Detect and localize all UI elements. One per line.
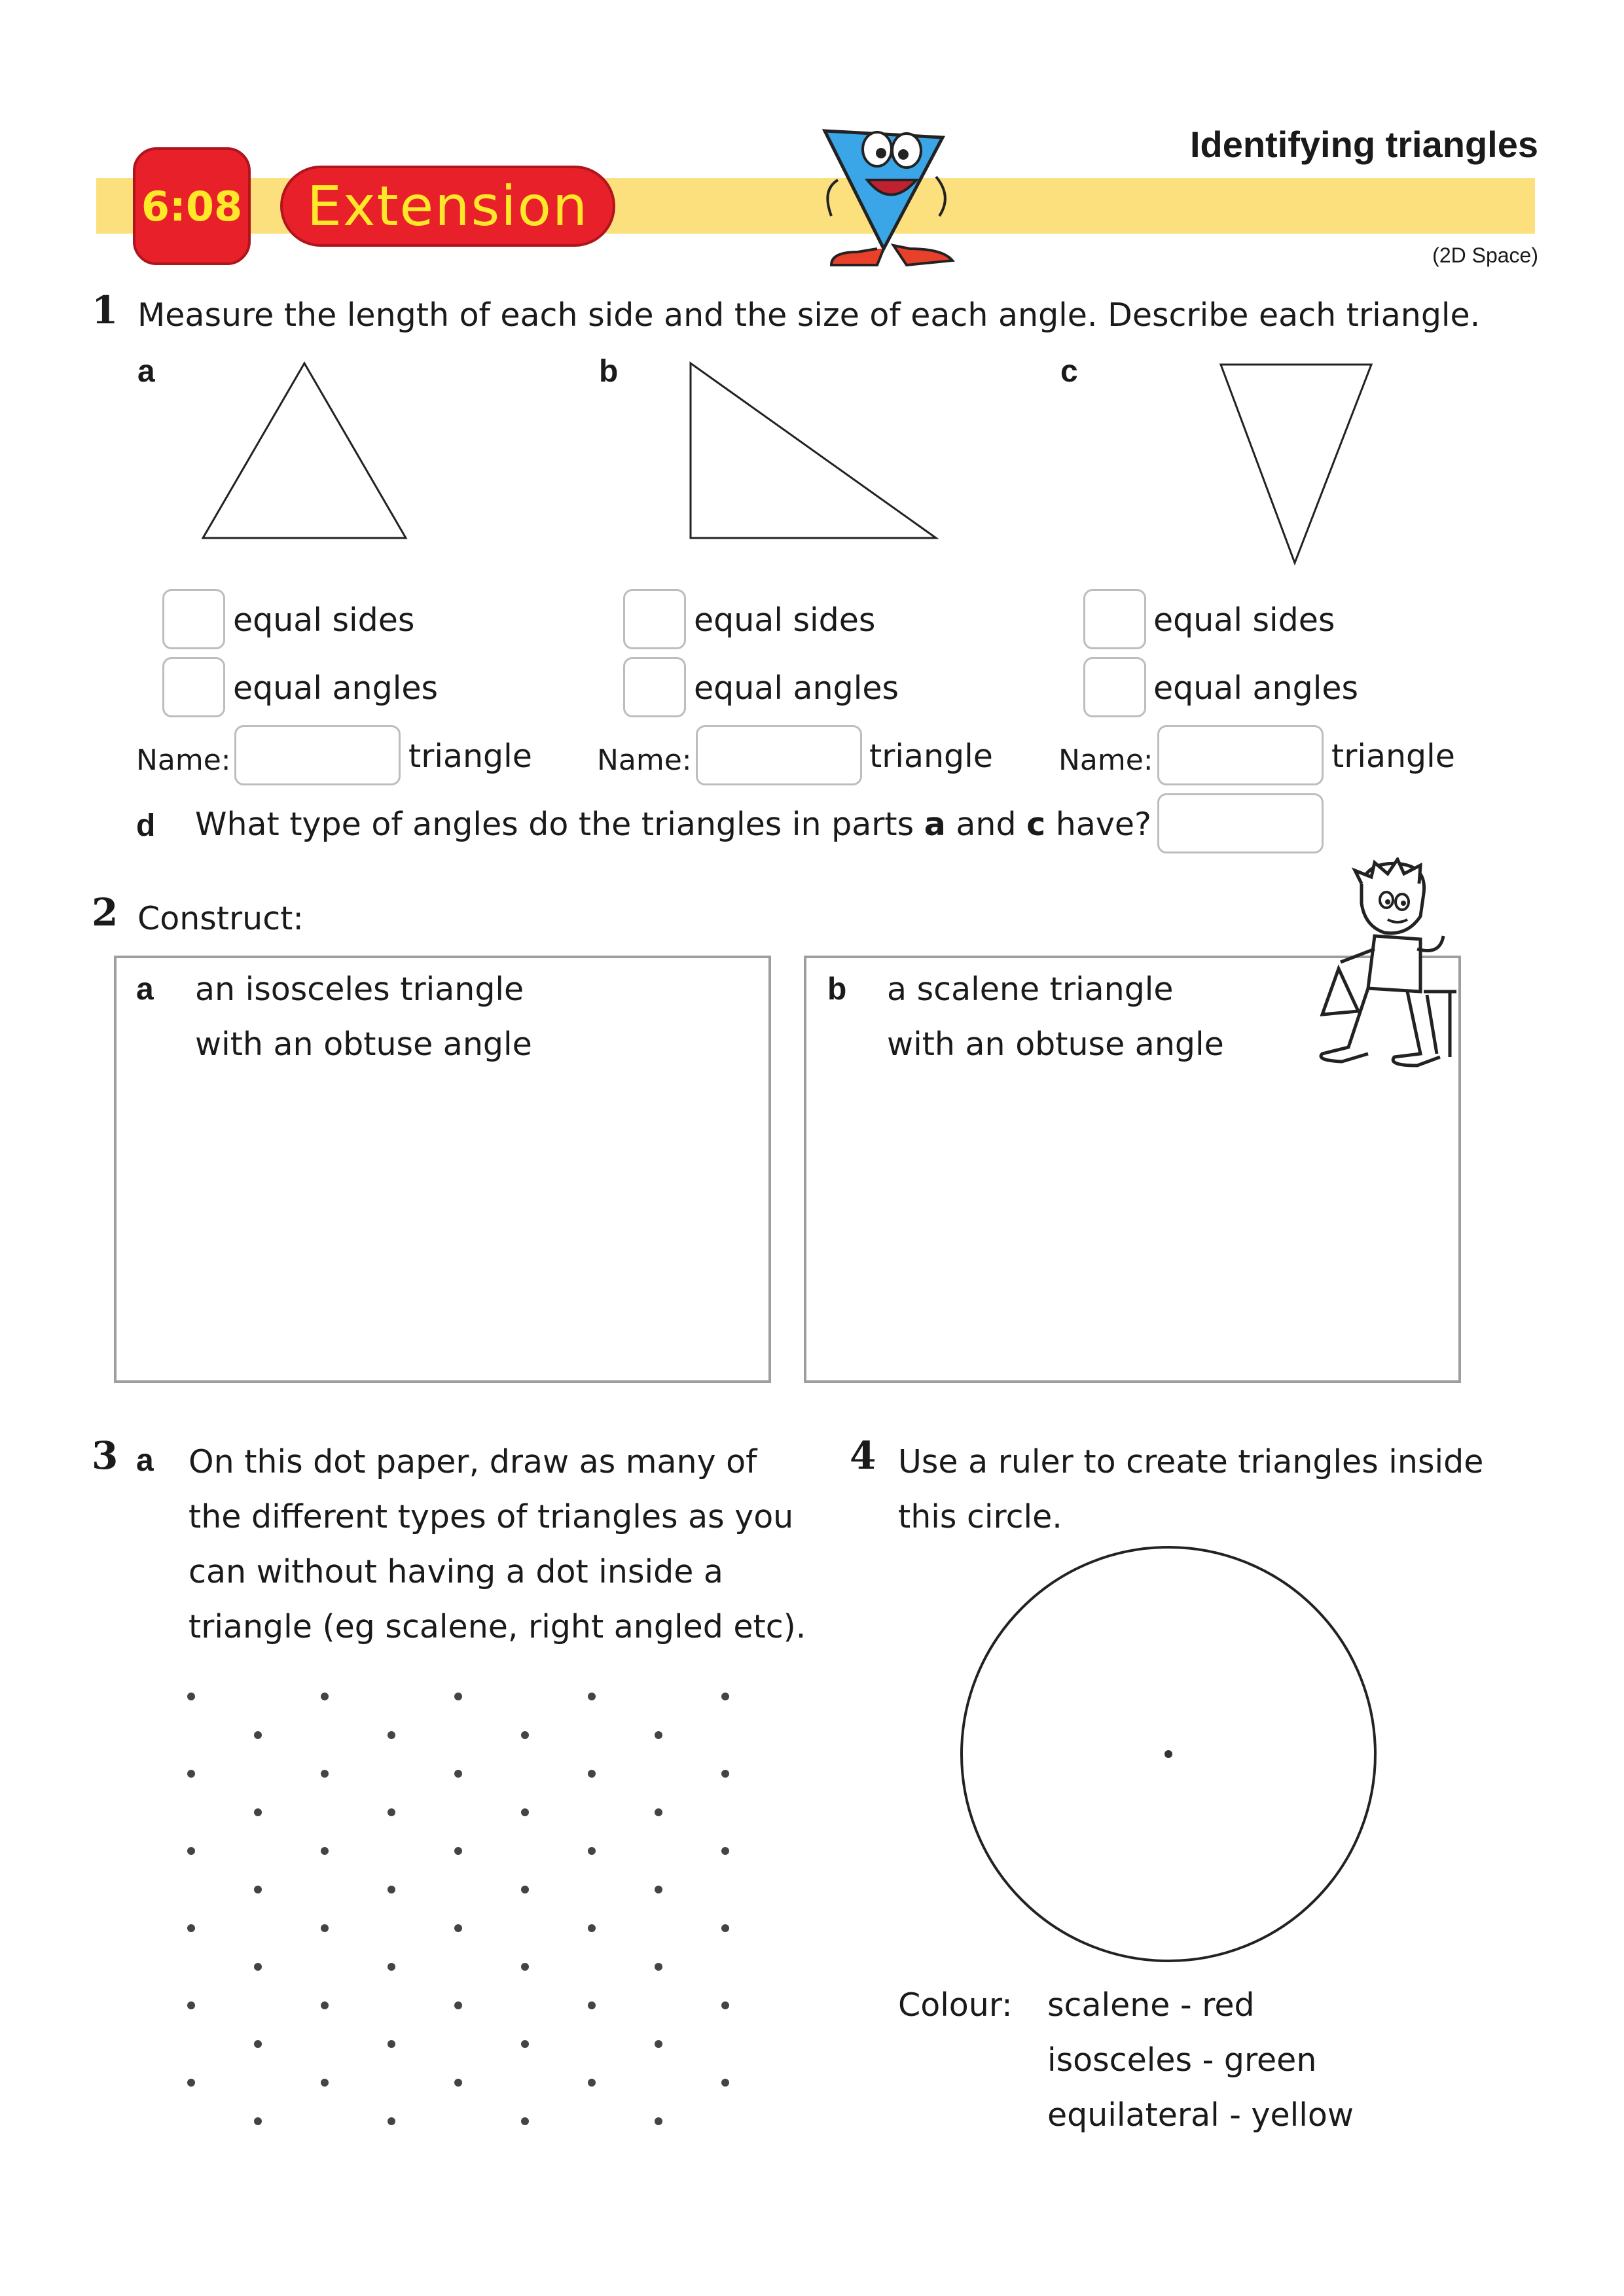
dot	[655, 1963, 662, 1971]
q2-part-b-label: b	[827, 972, 847, 1007]
dot	[454, 1924, 462, 1932]
dot	[254, 2117, 262, 2125]
q1c-name-label: Name:	[1058, 744, 1153, 777]
question-3-number: 3	[92, 1433, 118, 1478]
q4-colour-label: Colour:	[898, 1986, 1013, 2024]
dot	[187, 1924, 195, 1932]
dot	[321, 1924, 329, 1932]
q1-part-c-label: c	[1060, 354, 1078, 389]
section-code-badge: 6:08	[133, 147, 251, 265]
dot	[655, 1731, 662, 1739]
q2-part-a-label: a	[136, 972, 154, 1007]
q3-part-a-label: a	[136, 1443, 154, 1478]
dot	[721, 1693, 729, 1700]
dot	[254, 1808, 262, 1816]
q1-part-d-text: What type of angles do the triangles in parts a and c have?	[195, 806, 1152, 843]
page-subtitle: (2D Space)	[1432, 243, 1538, 267]
q1c-equal-sides-label: equal sides	[1153, 601, 1335, 639]
q4-colour-equilateral: equilateral - yellow	[1047, 2096, 1354, 2134]
dot	[521, 1963, 529, 1971]
q1-part-b-label: b	[599, 354, 619, 389]
q1b-equal-angles-box[interactable]	[623, 657, 686, 717]
q1-part-d-label: d	[136, 808, 156, 843]
dot	[521, 1731, 529, 1739]
dot	[588, 1693, 596, 1700]
q1c-name-box[interactable]	[1157, 725, 1324, 785]
dot	[721, 2079, 729, 2087]
q1a-triangle-suffix: triangle	[408, 738, 532, 775]
dot	[454, 2079, 462, 2087]
dot	[388, 2040, 395, 2048]
dot	[321, 1847, 329, 1855]
dot	[721, 1770, 729, 1778]
question-1-text: Measure the length of each side and the size of each angle. Describe each triangle.	[137, 296, 1481, 334]
q1a-equal-sides-box[interactable]	[162, 589, 225, 649]
dot	[254, 1886, 262, 1893]
q1a-name-box[interactable]	[234, 725, 401, 785]
q4-colour-isosceles: isosceles - green	[1047, 2041, 1317, 2079]
dot	[254, 1963, 262, 1971]
dot	[521, 1808, 529, 1816]
dot	[454, 1847, 462, 1855]
q3-line-2: the different types of triangles as you	[189, 1498, 794, 1535]
dot	[187, 2079, 195, 2087]
dot	[721, 1924, 729, 1932]
q4-line-2: this circle.	[898, 1498, 1062, 1535]
question-2-text: Construct:	[137, 900, 304, 937]
q1b-triangle-suffix: triangle	[869, 738, 993, 775]
question-4-number: 4	[850, 1433, 876, 1478]
q1a-name-label: Name:	[136, 744, 231, 777]
dot	[388, 1731, 395, 1739]
triangle-b-figure	[687, 360, 943, 543]
question-1-number: 1	[92, 288, 118, 332]
boy-with-triangle-icon	[1309, 857, 1466, 1073]
q2-part-a-line1: an isosceles triangle	[195, 971, 524, 1008]
q3-line-4: triangle (eg scalene, right angled etc).	[189, 1608, 806, 1645]
q1c-equal-sides-box[interactable]	[1083, 589, 1146, 649]
dot	[454, 2001, 462, 2009]
triangle-mascot-icon	[785, 118, 975, 275]
q1b-name-label: Name:	[597, 744, 692, 777]
dot	[321, 2001, 329, 2009]
dot	[321, 1770, 329, 1778]
q2-part-b-line1: a scalene triangle	[887, 971, 1174, 1008]
dot	[388, 1963, 395, 1971]
drawing-circle[interactable]	[956, 1541, 1381, 1967]
q3-line-3: can without having a dot inside a	[189, 1553, 723, 1590]
q2-part-a-line2: with an obtuse angle	[195, 1026, 532, 1063]
dot	[721, 2001, 729, 2009]
dot	[454, 1770, 462, 1778]
dot	[588, 2001, 596, 2009]
q1a-equal-angles-box[interactable]	[162, 657, 225, 717]
q1b-equal-sides-label: equal sides	[694, 601, 876, 639]
dot	[655, 1808, 662, 1816]
dot	[521, 2117, 529, 2125]
q1b-name-box[interactable]	[696, 725, 862, 785]
q1c-triangle-suffix: triangle	[1331, 738, 1455, 775]
q1c-equal-angles-box[interactable]	[1083, 657, 1146, 717]
dot	[388, 1808, 395, 1816]
dot	[588, 1847, 596, 1855]
q1c-equal-angles-label: equal angles	[1153, 670, 1358, 707]
dot	[655, 2040, 662, 2048]
dot	[254, 1731, 262, 1739]
q1-part-a-label: a	[137, 354, 155, 389]
page-title: Identifying triangles	[1189, 124, 1538, 165]
dot	[721, 1847, 729, 1855]
dot-paper[interactable]	[157, 1676, 746, 2147]
dot	[521, 1886, 529, 1893]
dot	[187, 1693, 195, 1700]
dot	[388, 1886, 395, 1893]
extension-badge: Extension	[280, 166, 615, 247]
dot	[588, 1770, 596, 1778]
dot	[655, 1886, 662, 1893]
triangle-c-figure	[1218, 361, 1375, 565]
q3-line-1: On this dot paper, draw as many of	[189, 1443, 757, 1480]
q1b-equal-angles-label: equal angles	[694, 670, 899, 707]
question-2-number: 2	[92, 890, 118, 935]
dot	[454, 1693, 462, 1700]
triangle-a-figure	[196, 360, 412, 543]
dot	[321, 2079, 329, 2087]
q4-colour-scalene: scalene - red	[1047, 1986, 1255, 2024]
dot	[521, 2040, 529, 2048]
dot	[588, 2079, 596, 2087]
q1a-equal-sides-label: equal sides	[233, 601, 415, 639]
q4-line-1: Use a ruler to create triangles inside	[898, 1443, 1484, 1480]
dot	[254, 2040, 262, 2048]
q1a-equal-angles-label: equal angles	[233, 670, 438, 707]
q1b-equal-sides-box[interactable]	[623, 589, 686, 649]
dot	[321, 1693, 329, 1700]
dot	[588, 1924, 596, 1932]
dot	[187, 1770, 195, 1778]
q2-part-b-line2: with an obtuse angle	[887, 1026, 1224, 1063]
q1d-answer-box[interactable]	[1157, 793, 1324, 853]
dot	[655, 2117, 662, 2125]
dot	[187, 2001, 195, 2009]
dot	[388, 2117, 395, 2125]
dot	[187, 1847, 195, 1855]
